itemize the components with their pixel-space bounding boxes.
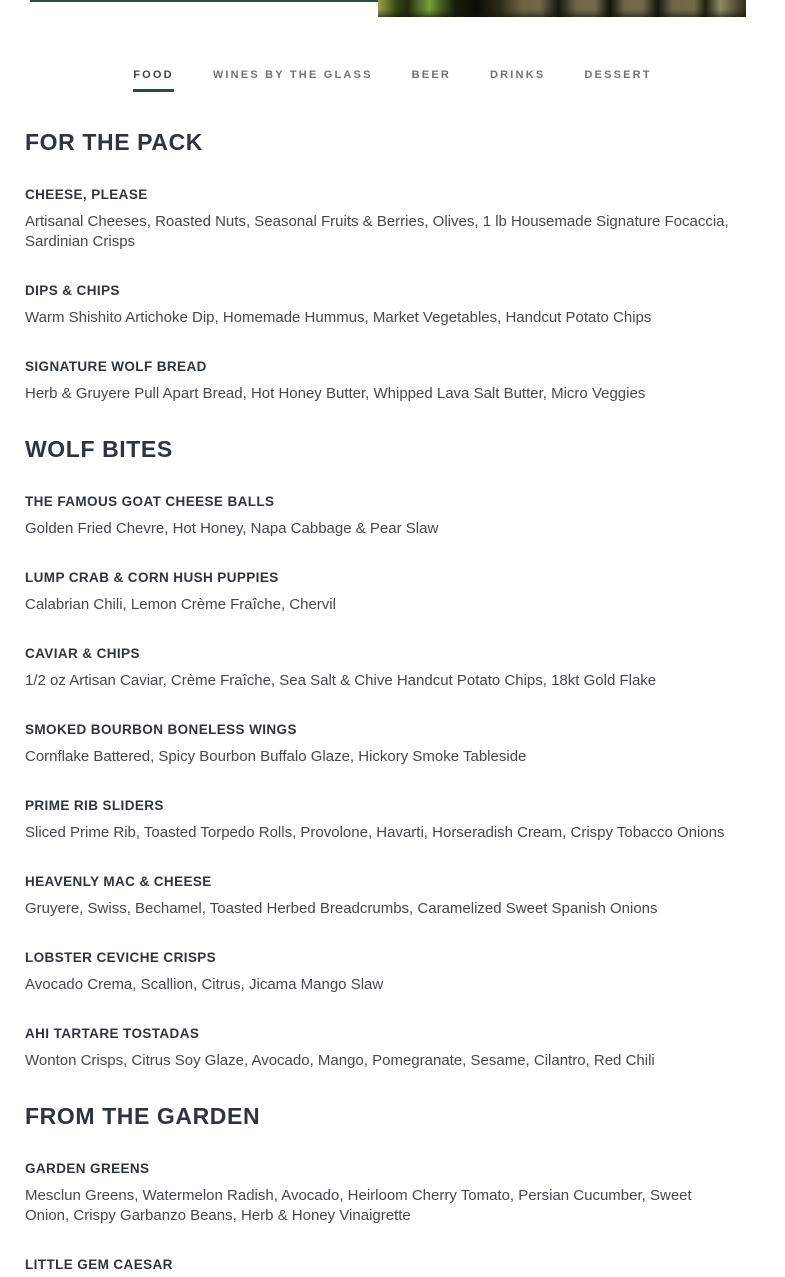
menu-item-name: LITTLE GEM CAESAR (25, 1257, 173, 1272)
menu-item-description: Wonton Crisps, Citrus Soy Glaze, Avocado, Mango, Pomegranate, Sesame, Cilantro, Red Chili (25, 1052, 655, 1069)
menu-section-for-the-pack (25, 128, 740, 404)
menu-item-name: HEAVENLY MAC & CHEESE (25, 874, 212, 889)
menu-item (25, 186, 740, 252)
menu-item-description: Golden Fried Chevre, Hot Honey, Napa Cabbage & Pear Slaw (25, 520, 439, 537)
menu-item-description: 1/2 oz Artisan Caviar, Crème Fraîche, Sea Salt & Chive Handcut Potato Chips, 18kt Gold Flake (25, 672, 657, 689)
menu-item-description: Sliced Prime Rib, Toasted Torpedo Rolls, Provolone, Havarti, Horseradish Cream, Crispy Tobacco Onions (25, 824, 725, 841)
tab-drinks[interactable]: DRINKS (490, 69, 546, 81)
tab-wines-by-the-glass[interactable]: WINES BY THE GLASS (212, 69, 373, 81)
menu-section-from-the-garden (25, 1102, 740, 1273)
restaurant-photo (378, 0, 746, 17)
menu-item-name: SIGNATURE WOLF BREAD (25, 359, 207, 374)
menu-item-name: LOBSTER CEVICHE CRISPS (25, 950, 217, 965)
section-title: FOR THE PACK (25, 129, 203, 155)
menu-item-description: Warm Shishito Artichoke Dip, Homemade Hummus, Market Vegetables, Handcut Potato Chips (25, 309, 652, 326)
menu-item-description: Calabrian Chili, Lemon Crème Fraîche, Chervil (25, 596, 336, 613)
menu-item-description: Avocado Crema, Scallion, Citrus, Jicama Mango Slaw (25, 976, 384, 993)
menu-item-description: Gruyere, Swiss, Bechamel, Toasted Herbed Breadcrumbs, Caramelized Sweet Spanish Onions (25, 900, 658, 917)
menu-item-description: Cornflake Battered, Spicy Bourbon Buffalo Glaze, Hickory Smoke Tableside (25, 748, 527, 765)
section-title: FROM THE GARDEN (25, 1103, 261, 1129)
menu-item (25, 873, 740, 919)
menu-item (25, 1160, 740, 1226)
menu-item-name: CHEESE, PLEASE (25, 187, 148, 202)
tab-beer[interactable]: BEER (411, 69, 452, 81)
menu-item (25, 645, 740, 691)
tab-food[interactable]: FOOD (133, 68, 174, 92)
menu-item (25, 1025, 740, 1071)
menu-item (25, 721, 740, 767)
menu-item-description: Herb & Gruyere Pull Apart Bread, Hot Honey Butter, Whipped Lava Salt Butter, Micro Veggies (25, 385, 646, 402)
menu-item-name: SMOKED BOURBON BONELESS WINGS (25, 722, 297, 737)
menu-item (25, 493, 740, 539)
menu-item-description: Artisanal Cheeses, Roasted Nuts, Seasonal Fruits & Berries, Olives, 1 lb Housemade Signature Focaccia, Sardinian Crisps (25, 213, 729, 250)
tab-dessert[interactable]: DESSERT (584, 69, 652, 81)
menu-content (0, 128, 785, 1277)
menu-item (25, 282, 740, 328)
menu-item (25, 949, 740, 995)
menu-item (25, 358, 740, 404)
menu-item-name: DIPS & CHIPS (25, 283, 120, 298)
menu-item-name: CAVIAR & CHIPS (25, 646, 140, 661)
menu-item (25, 797, 740, 843)
menu-item-name: GARDEN GREENS (25, 1161, 150, 1176)
menu-section-wolf-bites (25, 435, 740, 1071)
menu-item-name: AHI TARTARE TOSTADAS (25, 1026, 200, 1041)
menu-item-description: Mesclun Greens, Watermelon Radish, Avocado, Heirloom Cherry Tomato, Persian Cucumber, Sweet Onion, Crispy Garbanzo Beans, Herb & Honey Vinaigrette (25, 1187, 692, 1224)
menu-tabs (0, 68, 785, 92)
section-title: WOLF BITES (25, 436, 173, 462)
menu-item-name: LUMP CRAB & CORN HUSH PUPPIES (25, 570, 279, 585)
hero-divider-line (30, 0, 378, 2)
menu-item (25, 1256, 740, 1273)
hero-strip (0, 0, 785, 17)
menu-item-name: PRIME RIB SLIDERS (25, 798, 164, 813)
menu-item (25, 569, 740, 615)
menu-item-name: THE FAMOUS GOAT CHEESE BALLS (25, 494, 275, 509)
